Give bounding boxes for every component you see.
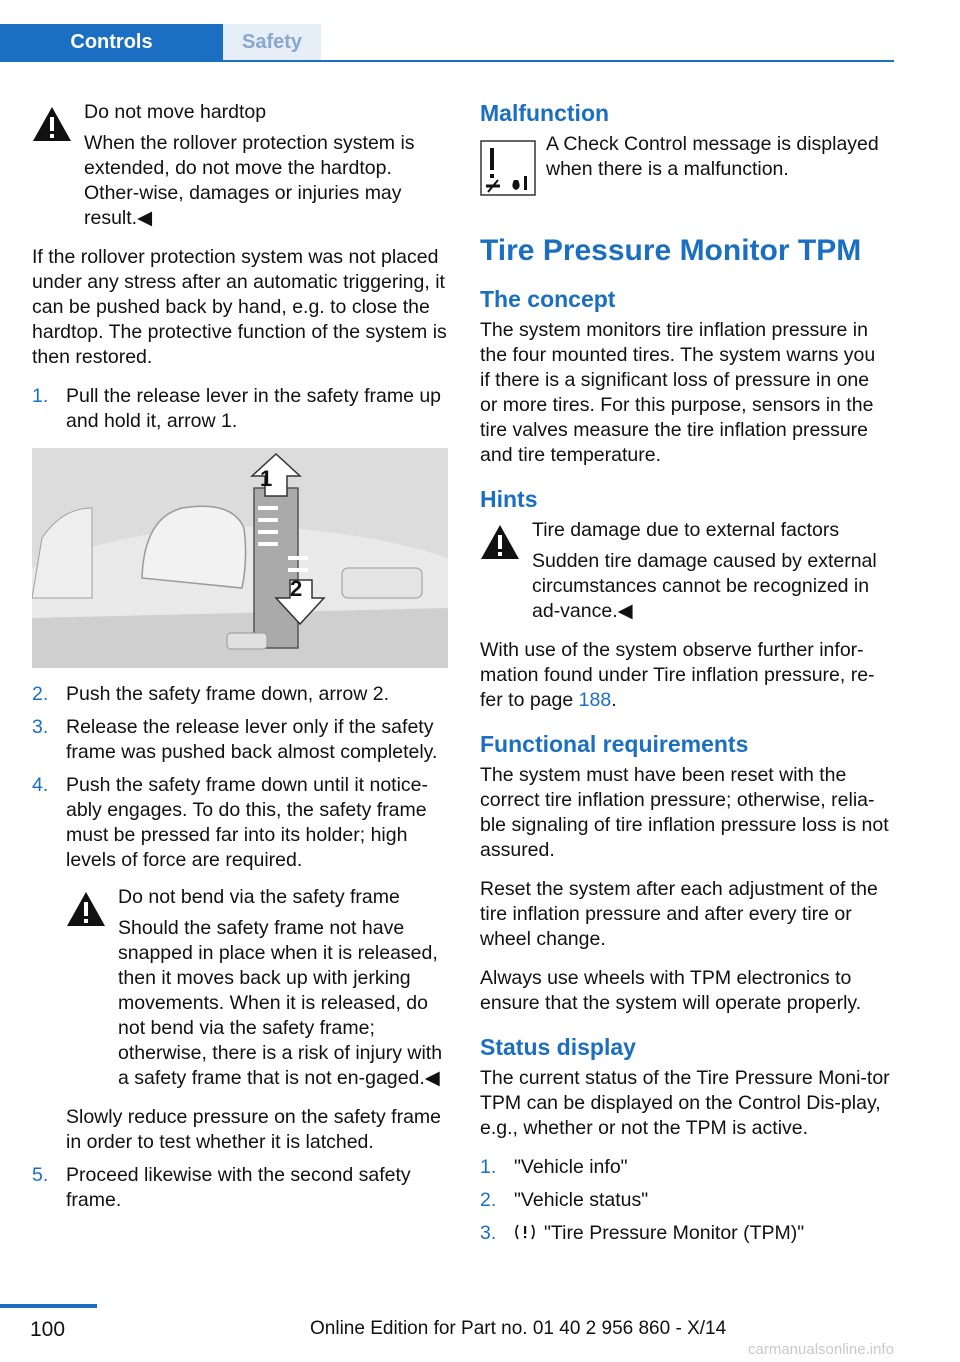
heading-malfunction: Malfunction bbox=[480, 100, 610, 126]
paragraph-func-1: The system must have been reset with the correct tire inflation pressure; otherwise, relia-ble signaling of tire inflation pressure loss is not assured. bbox=[480, 764, 889, 861]
malfunction-text: A Check Control message is displayed when there is a malfunction. bbox=[546, 133, 879, 180]
paragraph-func-3: Always use wheels with TPM electronics to ensure that the system will operate properly. bbox=[480, 967, 862, 1014]
safety-frame-illustration bbox=[32, 448, 448, 668]
heading-status-display: Status display bbox=[480, 1034, 636, 1060]
warning-triangle-icon bbox=[32, 106, 72, 142]
warning-box-hardtop bbox=[32, 100, 450, 231]
warning-text: When the rollover protection system is extended, do not move the hardtop. Other-wise, damages or injuries may result.◀ bbox=[84, 132, 415, 229]
tpm-status-icon bbox=[514, 1222, 536, 1242]
figure-label-arrow-1: 1 bbox=[260, 466, 273, 491]
steps-list-a bbox=[32, 384, 450, 434]
heading-hints: Hints bbox=[480, 486, 538, 512]
status-steps-list bbox=[480, 1155, 890, 1246]
warning-triangle-icon bbox=[480, 524, 520, 560]
heading-concept: The concept bbox=[480, 286, 616, 312]
paragraph-concept: The system monitors tire inflation pressure in the four mounted tires. The system warns you if there is a significant loss of pressure in one or more tires. For this purpose, sensors in the tire valves measure the tire inflation pressure and tire temperature. bbox=[480, 319, 876, 466]
tab-controls[interactable]: Controls bbox=[0, 24, 223, 61]
step-item: 3. Release the release lever only if the safety frame was pushed back almost completely. bbox=[32, 716, 438, 763]
figure-label-arrow-2: 2 bbox=[290, 576, 303, 601]
warning-box-tire-damage bbox=[480, 518, 890, 624]
step-item: 4. Push the safety frame down until it notice-ably engages. To do this, the safety frame must be pressed far into its holder; high levels of force are required. Do not bend via the safety frame Should the safety frame not have snapped in place when it is released, then it moves back up with jerking movements. When it is released, do not bend via the safety frame; otherwise, there is a risk of injury with a safety frame that is not en-gaged.◀ Slowly reduce pressure on the safety frame in order to test whether it is latched. bbox=[32, 773, 450, 1155]
heading-functional-requirements: Functional requirements bbox=[480, 731, 749, 757]
step-item: 1. Pull the release lever in the safety frame up and hold it, arrow 1. bbox=[32, 385, 442, 432]
heading-tpm: Tire Pressure Monitor TPM bbox=[480, 234, 862, 267]
warning-box-safety-frame bbox=[66, 885, 450, 1091]
section-tabbar bbox=[0, 0, 894, 62]
warning-text: Sudden tire damage caused by external circumstances cannot be recognized in ad-vance.◀ bbox=[532, 550, 877, 622]
step-note: Slowly reduce pressure on the safety frame in order to test whether it is latched. bbox=[66, 1106, 442, 1153]
tire-pressure-warning-icon bbox=[480, 140, 536, 196]
page-link-188[interactable]: 188 bbox=[578, 689, 612, 711]
malfunction-block bbox=[480, 132, 890, 212]
right-column bbox=[480, 100, 890, 1260]
page-number-bar bbox=[0, 1304, 97, 1308]
step-item: 1. "Vehicle info" bbox=[480, 1156, 628, 1178]
watermark: carmanualsonline.info bbox=[748, 1341, 894, 1358]
paragraph-func-2: Reset the system after each adjustment of the tire inflation pressure and after every tire or wheel change. bbox=[480, 878, 878, 950]
step-item: 3. "Tire Pressure Monitor (TPM)" bbox=[480, 1222, 805, 1244]
left-column bbox=[32, 100, 450, 1227]
warning-triangle-icon bbox=[66, 891, 106, 927]
page-number: 100 bbox=[30, 1318, 66, 1341]
warning-title: Tire damage due to external factors bbox=[532, 519, 840, 541]
tab-safety[interactable]: Safety bbox=[223, 24, 321, 61]
paragraph-rollover: If the rollover protection system was not placed under any stress after an automatic triggering, it can be pushed back by hand, e.g. to close the hardtop. The protective function of the system is then restored. bbox=[32, 246, 447, 368]
steps-list-b bbox=[32, 682, 450, 1213]
paragraph-status: The current status of the Tire Pressure Moni-tor TPM can be displayed on the Control Dis-play, e.g., whether or not the TPM is active. bbox=[480, 1067, 890, 1139]
warning-text: Should the safety frame not have snapped in place when it is released, then it moves back up with jerking movements. When it is released, do not bend via the safety frame; otherwise, there is a risk of injury with a safety frame that is not en-gaged.◀ bbox=[118, 917, 443, 1089]
tab-underline bbox=[0, 60, 894, 62]
paragraph-hints: With use of the system observe further infor-mation found under Tire inflation pressure, re-fer to page 188. bbox=[480, 639, 875, 711]
step-item: 2. Push the safety frame down, arrow 2. bbox=[32, 683, 389, 705]
edition-footer: Online Edition for Part no. 01 40 2 956 860 - X/14 bbox=[310, 1318, 727, 1339]
step-item: 5. Proceed likewise with the second safety frame. bbox=[32, 1164, 411, 1211]
step-item: 2. "Vehicle status" bbox=[480, 1189, 649, 1211]
warning-title: Do not bend via the safety frame bbox=[118, 886, 400, 908]
warning-title: Do not move hardtop bbox=[84, 101, 267, 123]
